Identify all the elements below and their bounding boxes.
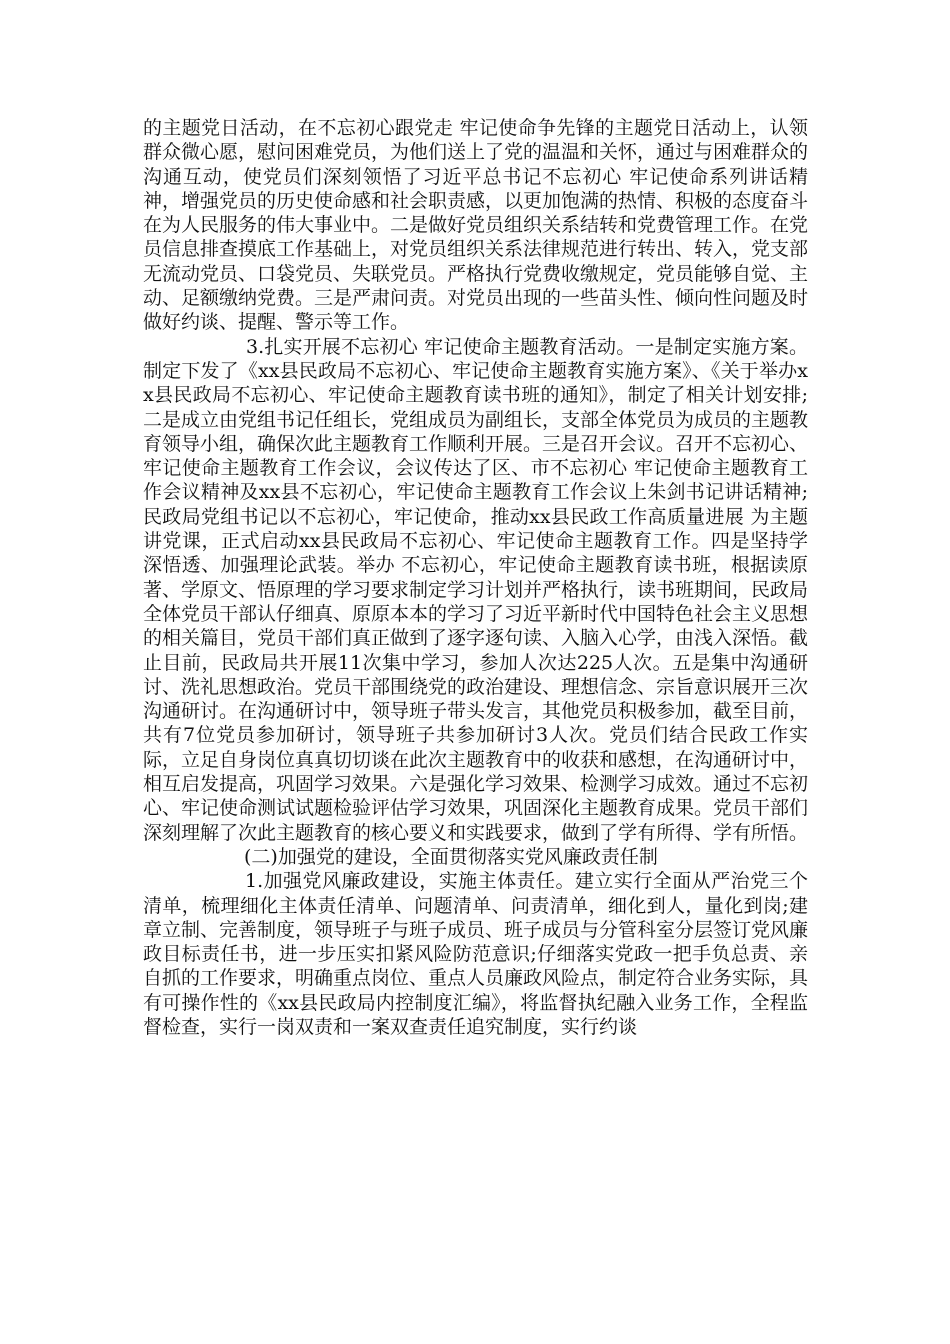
paragraph-clean-government: 1.加强党风廉政建设，实施主体责任。建立实行全面从严治党三个清单，梳理细化主体责任清单、问题清单、问责清单，细化到人，量化到岗;建章立制、完善制度，领导班子与班子成员、班子成员与分管科室分层签订党风廉政目标责任书，进一步压实扣紧风险防范意识;仔细落实党政一把手负总责、亲自抓的工作要求，明确重点岗位、重点人员廉政风险点，制定符合业务实际，具有可操作性的《xx县民政局内控制度汇编》，将监督执纪融入业务工作，全程监督检查，实行一岗双责和一案双查责任追究制度，实行约谈 [143, 870, 809, 1038]
section-heading-party-building: (二)加强党的建设，全面贯彻落实党风廉政责任制 [244, 845, 658, 868]
document-body [143, 116, 808, 1039]
paragraph-party-day-activities: 的主题党日活动，在不忘初心跟党走 牢记使命争先锋的主题党日活动上，认领群众微心愿，慰问困难党员，为他们送上了党的温温和关怀，通过与困难群众的沟通互动，使党员们深刻领悟了习近平总书记不忘初心 牢记使命系列讲话精神，增强党员的历史使命感和社会职责感，以更加饱满的热情、积极的态度奋斗在为人民服务的伟大事业中。二是做好党员组织关系结转和党费管理工作。在党员信息排查摸底工作基础上，对党员组织关系法律规范进行转出、转入，党支部无流动党员、口袋党员、失联党员。严格执行党费收缴规定，党员能够自觉、主动、足额缴纳党费。三是严肃问责。对党员出现的一些苗头性、倾向性问题及时做好约谈、提醒、警示等工作。 [143, 117, 809, 334]
paragraph-theme-education: 3.扎实开展不忘初心 牢记使命主题教育活动。一是制定实施方案。制定下发了《xx县民政局不忘初心、牢记使命主题教育实施方案》、《关于举办xx县民政局不忘初心、牢记使命主题教育读书班的通知》，制定了相关计划安排;二是成立由党组书记任组长，党组成员为副组长，支部全体党员为成员的主题教育领导小组，确保次此主题教育工作顺利开展。三是召开会议。召开不忘初心、牢记使命主题教育工作会议，会议传达了区、市不忘初心 牢记使命主题教育工作会议精神及xx县不忘初心，牢记使命主题教育工作会议上朱剑书记讲话精神;民政局党组书记以不忘初心，牢记使命，推动xx县民政工作高质量进展 为主题讲党课，正式启动xx县民政局不忘初心、牢记使命主题教育工作。四是坚持学深悟透、加强理论武装。举办 不忘初心，牢记使命主题教育读书班，根据读原著、学原文、悟原理的学习要求制定学习计划并严格执行，读书班期间，民政局全体党员干部认仔细真、原原本本的学习了习近平新时代中国特色社会主义思想的相关篇目，党员干部们真正做到了逐字逐句读、入脑入心学，由浅入深悟。截止目前，民政局共开展11次集中学习，参加人次达225人次。五是集中沟通研讨、洗礼思想政治。党员干部围绕党的政治建设、理想信念、宗旨意识展开三次沟通研讨。在沟通研讨中，领导班子带头发言，其他党员积极参加，截至目前，共有7位党员参加研讨，领导班子共参加研讨3人次。党员们结合民政工作实际，立足自身岗位真真切切谈在此次主题教育中的收获和感想，在沟通研讨中，相互启发提高，巩固学习效果。六是强化学习效果、检测学习成效。通过不忘初心、牢记使命测试试题检验评估学习效果，巩固深化主题教育成果。党员干部们深刻理解了次此主题教育的核心要义和实践要求，做到了学有所得、学有所悟。 [143, 335, 809, 844]
